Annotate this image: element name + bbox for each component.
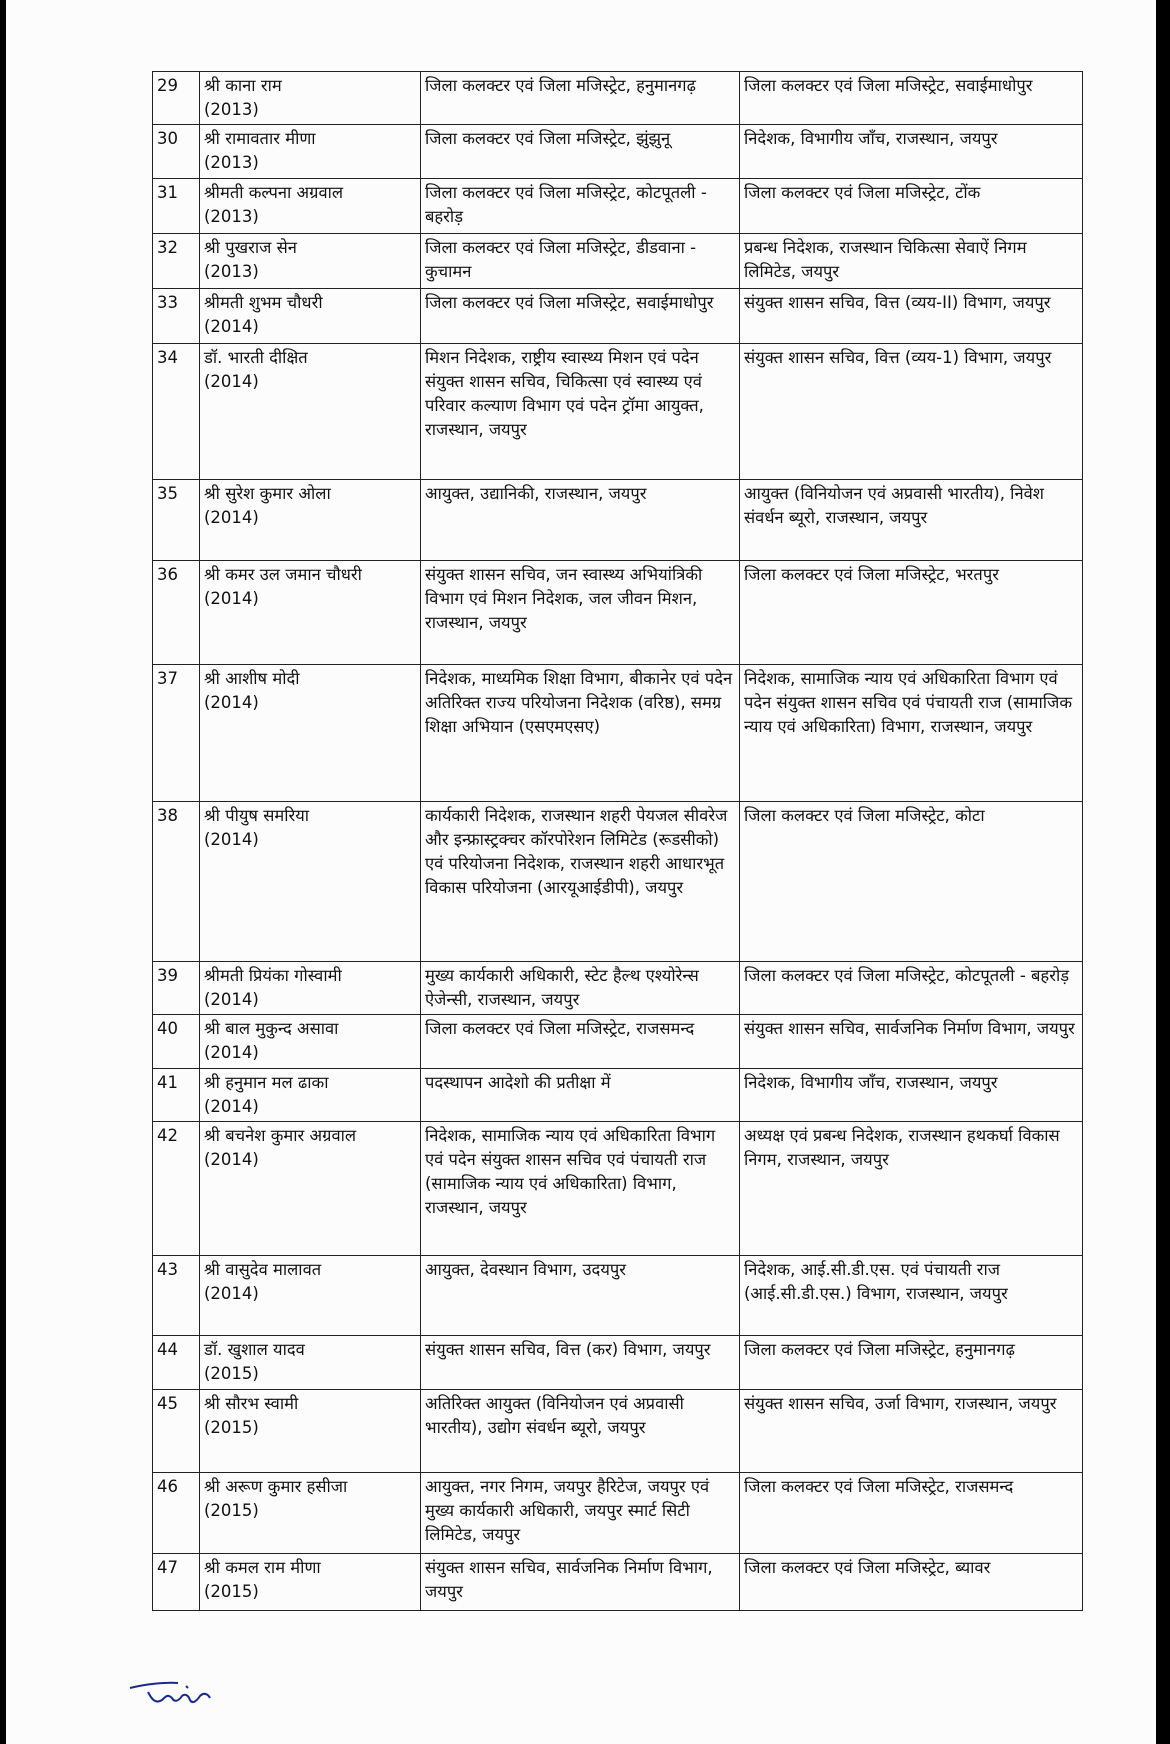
officer-name-cell <box>200 962 421 1015</box>
table-row <box>153 480 1083 561</box>
serial-number-cell: 34 <box>153 344 200 480</box>
new-posting-cell: संयुक्त शासन सचिव, वित्त (व्यय-1) विभाग, जयपुर <box>740 344 1083 480</box>
new-posting-cell: संयुक्त शासन सचिव, उर्जा विभाग, राजस्थान, जयपुर <box>740 1390 1083 1473</box>
officer-batch: (2015) <box>204 1501 259 1520</box>
officer-name: डॉ. खुशाल यादव <box>204 1340 305 1359</box>
officer-batch: (2014) <box>204 508 259 527</box>
officer-name: श्री कमल राम मीणा <box>204 1558 321 1577</box>
current-posting-cell: संयुक्त शासन सचिव, वित्त (कर) विभाग, जयपुर <box>421 1336 740 1390</box>
current-posting-cell: मुख्य कार्यकारी अधिकारी, स्टेट हैल्थ एश्योरेन्स ऐजेन्सी, राजस्थान, जयपुर <box>421 962 740 1015</box>
current-posting-cell: जिला कलक्टर एवं जिला मजिस्ट्रेट, झुंझुनू <box>421 125 740 179</box>
officer-batch: (2014) <box>204 372 259 391</box>
table-row <box>153 234 1083 289</box>
current-posting-cell: जिला कलक्टर एवं जिला मजिस्ट्रेट, राजसमन्द <box>421 1015 740 1069</box>
officer-batch: (2015) <box>204 1364 259 1383</box>
current-posting-cell: निदेशक, माध्यमिक शिक्षा विभाग, बीकानेर एवं पदेन अतिरिक्त राज्य परियोजना निदेशक (वरिष्ठ), समग्र शिक्षा अभियान (एसएमएसए) <box>421 665 740 802</box>
officer-name-cell <box>200 665 421 802</box>
officer-name: श्री सुरेश कुमार ओला <box>204 484 331 503</box>
officer-batch: (2014) <box>204 1284 259 1303</box>
table-row <box>153 1122 1083 1256</box>
current-posting-cell: आयुक्त, देवस्थान विभाग, उदयपुर <box>421 1256 740 1336</box>
officer-batch: (2014) <box>204 830 259 849</box>
officer-name-cell <box>200 344 421 480</box>
table-row <box>153 1256 1083 1336</box>
current-posting-cell: जिला कलक्टर एवं जिला मजिस्ट्रेट, डीडवाना - कुचामन <box>421 234 740 289</box>
new-posting-cell: जिला कलक्टर एवं जिला मजिस्ट्रेट, सवाईमाधोपुर <box>740 72 1083 125</box>
new-posting-cell: जिला कलक्टर एवं जिला मजिस्ट्रेट, कोटा <box>740 802 1083 962</box>
officer-name: श्री वासुदेव मालावत <box>204 1260 322 1279</box>
current-posting-cell: संयुक्त शासन सचिव, सार्वजनिक निर्माण विभाग, जयपुर <box>421 1554 740 1611</box>
officer-name-cell <box>200 179 421 234</box>
officer-batch: (2015) <box>204 1582 259 1601</box>
serial-number-cell: 44 <box>153 1336 200 1390</box>
officer-name-cell <box>200 1015 421 1069</box>
officer-name: श्रीमती कल्पना अग्रवाल <box>204 183 344 202</box>
officer-batch: (2013) <box>204 262 259 281</box>
serial-number-cell: 39 <box>153 962 200 1015</box>
new-posting-cell: अध्यक्ष एवं प्रबन्ध निदेशक, राजस्थान हथकर्घा विकास निगम, राजस्थान, जयपुर <box>740 1122 1083 1256</box>
new-posting-cell: संयुक्त शासन सचिव, वित्त (व्यय-II) विभाग, जयपुर <box>740 289 1083 344</box>
table-row <box>153 72 1083 125</box>
serial-number-cell: 38 <box>153 802 200 962</box>
new-posting-cell: जिला कलक्टर एवं जिला मजिस्ट्रेट, राजसमन्द <box>740 1473 1083 1554</box>
new-posting-cell: जिला कलक्टर एवं जिला मजिस्ट्रेट, टोंक <box>740 179 1083 234</box>
table-row <box>153 561 1083 665</box>
new-posting-cell: निदेशक, विभागीय जाँच, राजस्थान, जयपुर <box>740 125 1083 179</box>
officer-name: श्रीमती प्रियंका गोस्वामी <box>204 966 342 985</box>
serial-number-cell: 30 <box>153 125 200 179</box>
officer-batch: (2014) <box>204 1043 259 1062</box>
serial-number-cell: 29 <box>153 72 200 125</box>
officer-name-cell <box>200 1473 421 1554</box>
signature-mark <box>126 1670 236 1710</box>
officer-name-cell <box>200 125 421 179</box>
officer-name-cell <box>200 1390 421 1473</box>
table-row <box>153 125 1083 179</box>
serial-number-cell: 36 <box>153 561 200 665</box>
officer-name-cell <box>200 1122 421 1256</box>
current-posting-cell: मिशन निदेशक, राष्ट्रीय स्वास्थ्य मिशन एवं पदेन संयुक्त शासन सचिव, चिकित्सा एवं स्वास्थ्य एवं परिवार कल्याण विभाग एवं पदेन ट्रॉमा आयुक्त, राजस्थान, जयपुर <box>421 344 740 480</box>
officer-batch: (2015) <box>204 1418 259 1437</box>
new-posting-cell: निदेशक, विभागीय जाँच, राजस्थान, जयपुर <box>740 1069 1083 1122</box>
serial-number-cell: 35 <box>153 480 200 561</box>
current-posting-cell: आयुक्त, उद्यानिकी, राजस्थान, जयपुर <box>421 480 740 561</box>
current-posting-cell: संयुक्त शासन सचिव, जन स्वास्थ्य अभियांत्रिकी विभाग एवं मिशन निदेशक, जल जीवन मिशन, राजस्थान, जयपुर <box>421 561 740 665</box>
transfer-table-body <box>153 72 1083 1611</box>
table-row <box>153 1336 1083 1390</box>
table-row <box>153 1015 1083 1069</box>
officer-name: श्री पीयुष समरिया <box>204 806 310 825</box>
table-row <box>153 344 1083 480</box>
officer-name: श्री बाल मुकुन्द असावा <box>204 1019 339 1038</box>
officer-name: श्री सौरभ स्वामी <box>204 1394 299 1413</box>
new-posting-cell: जिला कलक्टर एवं जिला मजिस्ट्रेट, भरतपुर <box>740 561 1083 665</box>
table-row <box>153 179 1083 234</box>
current-posting-cell: जिला कलक्टर एवं जिला मजिस्ट्रेट, कोटपूतली - बहरोड़ <box>421 179 740 234</box>
serial-number-cell: 37 <box>153 665 200 802</box>
serial-number-cell: 33 <box>153 289 200 344</box>
officer-name: श्री हनुमान मल ढाका <box>204 1073 329 1092</box>
officer-batch: (2014) <box>204 990 259 1009</box>
table-row <box>153 1069 1083 1122</box>
table-row <box>153 665 1083 802</box>
table-row <box>153 962 1083 1015</box>
new-posting-cell: प्रबन्ध निदेशक, राजस्थान चिकित्सा सेवाऐं निगम लिमिटेड, जयपुर <box>740 234 1083 289</box>
officer-batch: (2014) <box>204 589 259 608</box>
officer-batch: (2013) <box>204 100 259 119</box>
document-page <box>6 0 1156 1744</box>
officer-batch: (2014) <box>204 1150 259 1169</box>
table-row <box>153 1473 1083 1554</box>
officer-name: श्री पुखराज सेन <box>204 238 297 257</box>
officer-name-cell <box>200 802 421 962</box>
new-posting-cell: जिला कलक्टर एवं जिला मजिस्ट्रेट, कोटपूतली - बहरोड़ <box>740 962 1083 1015</box>
officer-name-cell <box>200 1256 421 1336</box>
serial-number-cell: 40 <box>153 1015 200 1069</box>
new-posting-cell: निदेशक, सामाजिक न्याय एवं अधिकारिता विभाग एवं पदेन संयुक्त शासन सचिव एवं पंचायती राज (सामाजिक न्याय एवं अधिकारिता) विभाग, राजस्थान, जयपुर <box>740 665 1083 802</box>
serial-number-cell: 46 <box>153 1473 200 1554</box>
officer-name-cell <box>200 561 421 665</box>
officer-name-cell <box>200 234 421 289</box>
officer-name-cell <box>200 1336 421 1390</box>
new-posting-cell: जिला कलक्टर एवं जिला मजिस्ट्रेट, ब्यावर <box>740 1554 1083 1611</box>
officer-batch: (2014) <box>204 693 259 712</box>
table-row <box>153 289 1083 344</box>
current-posting-cell: आयुक्त, नगर निगम, जयपुर हैरिटेज, जयपुर एवं मुख्य कार्यकारी अधिकारी, जयपुर स्मार्ट सिटी लिमिटेड, जयपुर <box>421 1473 740 1554</box>
serial-number-cell: 42 <box>153 1122 200 1256</box>
officer-name: श्रीमती शुभम चौधरी <box>204 293 323 312</box>
officer-batch: (2013) <box>204 207 259 226</box>
officer-name: श्री अरूण कुमार हसीजा <box>204 1477 348 1496</box>
table-row <box>153 1554 1083 1611</box>
new-posting-cell: निदेशक, आई.सी.डी.एस. एवं पंचायती राज (आई.सी.डी.एस.) विभाग, राजस्थान, जयपुर <box>740 1256 1083 1336</box>
officer-name: श्री आशीष मोदी <box>204 669 300 688</box>
officer-name-cell <box>200 289 421 344</box>
serial-number-cell: 41 <box>153 1069 200 1122</box>
table-row <box>153 1390 1083 1473</box>
current-posting-cell: जिला कलक्टर एवं जिला मजिस्ट्रेट, सवाईमाधोपुर <box>421 289 740 344</box>
current-posting-cell: पदस्थापन आदेशो की प्रतीक्षा में <box>421 1069 740 1122</box>
officer-name: श्री बचनेश कुमार अग्रवाल <box>204 1126 357 1145</box>
serial-number-cell: 32 <box>153 234 200 289</box>
serial-number-cell: 45 <box>153 1390 200 1473</box>
serial-number-cell: 47 <box>153 1554 200 1611</box>
officer-name-cell <box>200 480 421 561</box>
officer-batch: (2014) <box>204 1097 259 1116</box>
new-posting-cell: संयुक्त शासन सचिव, सार्वजनिक निर्माण विभाग, जयपुर <box>740 1015 1083 1069</box>
new-posting-cell: आयुक्त (विनियोजन एवं अप्रवासी भारतीय), निवेश संवर्धन ब्यूरो, राजस्थान, जयपुर <box>740 480 1083 561</box>
officer-name: श्री कमर उल जमान चौधरी <box>204 565 362 584</box>
officer-name-cell <box>200 1554 421 1611</box>
current-posting-cell: निदेशक, सामाजिक न्याय एवं अधिकारिता विभाग एवं पदेन संयुक्त शासन सचिव एवं पंचायती राज (सामाजिक न्याय एवं अधिकारिता) विभाग, राजस्थान, जयपुर <box>421 1122 740 1256</box>
table-row <box>153 802 1083 962</box>
transfer-table <box>152 71 1083 1611</box>
officer-name-cell <box>200 72 421 125</box>
serial-number-cell: 31 <box>153 179 200 234</box>
officer-name: डॉ. भारती दीक्षित <box>204 348 308 367</box>
current-posting-cell: जिला कलक्टर एवं जिला मजिस्ट्रेट, हनुमानगढ़ <box>421 72 740 125</box>
new-posting-cell: जिला कलक्टर एवं जिला मजिस्ट्रेट, हनुमानगढ़ <box>740 1336 1083 1390</box>
current-posting-cell: कार्यकारी निदेशक, राजस्थान शहरी पेयजल सीवरेज और इन्फ्रास्ट्रक्चर कॉरपोरेशन लिमिटेड (रूडसीको) एवं परियोजना निदेशक, राजस्थान शहरी आधारभूत विकास परियोजना (आरयूआईडीपी), जयपुर <box>421 802 740 962</box>
officer-batch: (2013) <box>204 153 259 172</box>
serial-number-cell: 43 <box>153 1256 200 1336</box>
officer-name-cell <box>200 1069 421 1122</box>
current-posting-cell: अतिरिक्त आयुक्त (विनियोजन एवं अप्रवासी भारतीय), उद्योग संवर्धन ब्यूरो, जयपुर <box>421 1390 740 1473</box>
officer-batch: (2014) <box>204 317 259 336</box>
officer-name: श्री रामावतार मीणा <box>204 129 316 148</box>
officer-name: श्री काना राम <box>204 76 282 95</box>
